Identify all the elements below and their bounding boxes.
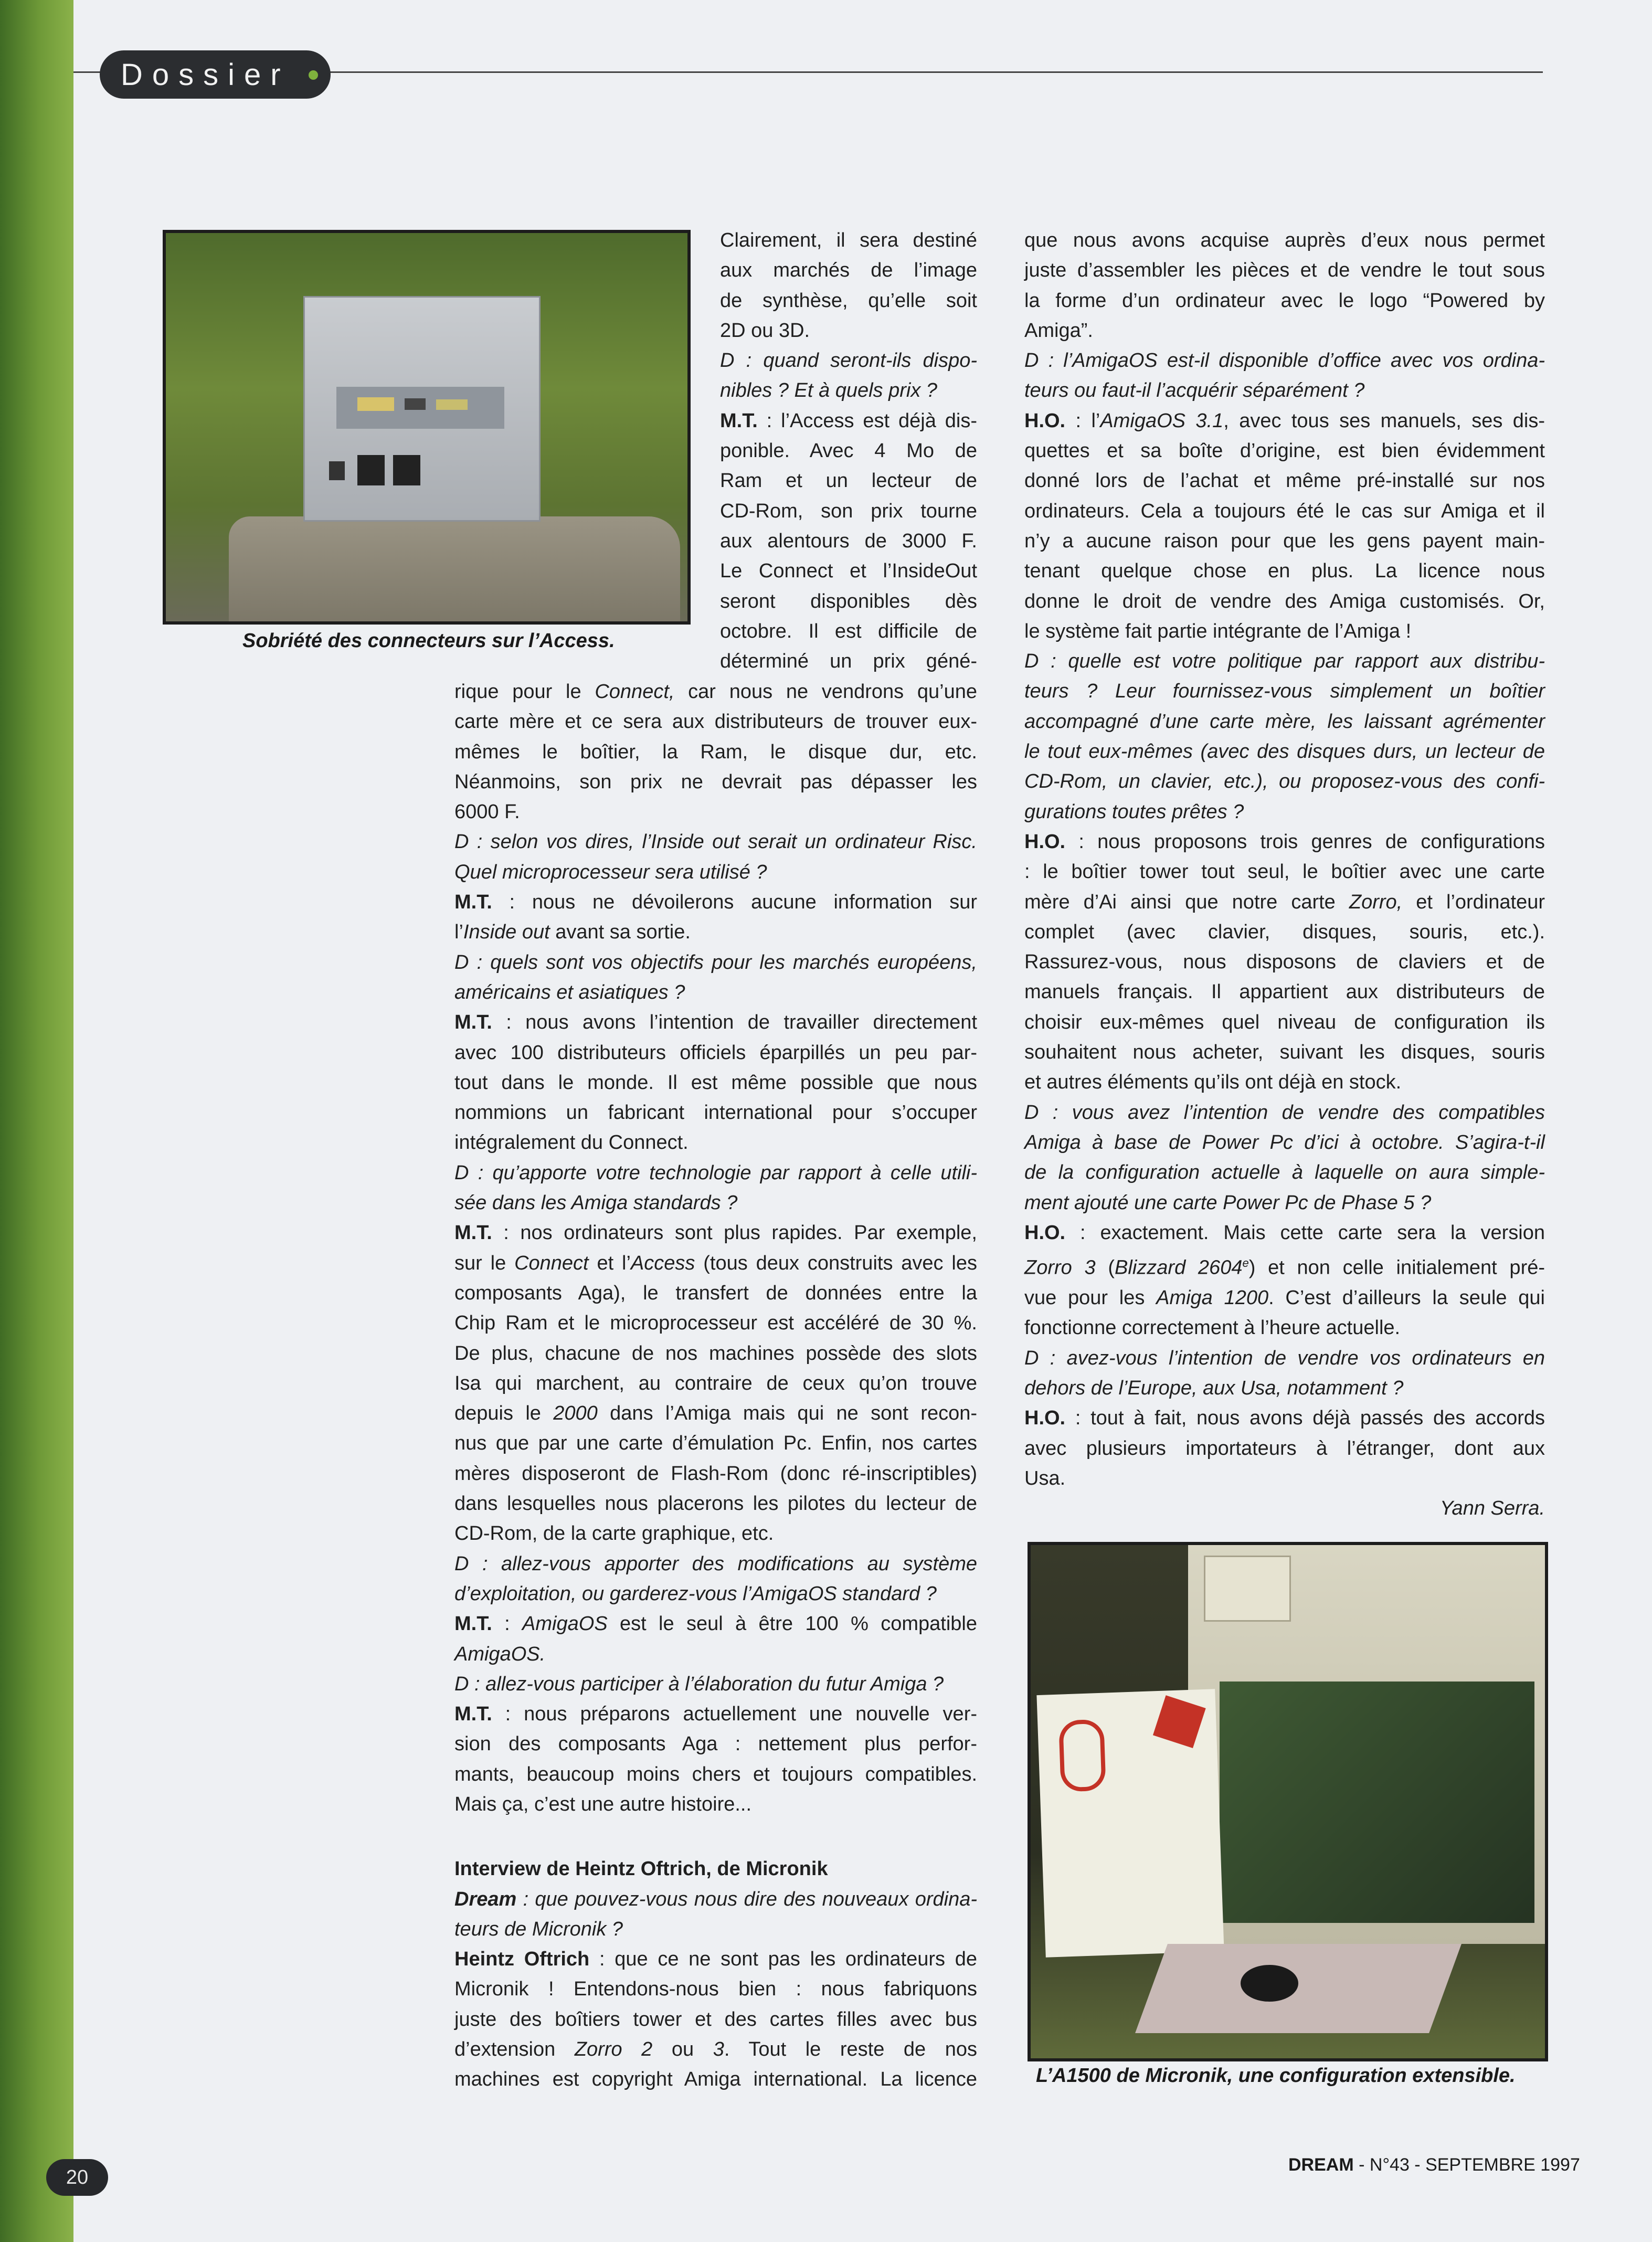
photo-a1500-computer [1028,1542,1548,2061]
column-left: rique pour le Connect, car nous ne vendrons qu’une carte mère et ce sera aux distributeurs de trouver eux- mêmes le boîtier, la Ram, le disque dur, etc. Néanmoins, son prix ne devrait pas dépasser les 6000 F. D : selon vos dires, l’Inside out serait un ordinateur Risc. Quel microprocesseur sera utilisé ? M.T. : nous ne dévoilerons aucune information sur l’Inside out avant sa sortie. D : quels sont vos objectifs pour les marchés européens, américains et asiatiques ? M.T. : nous avons l’intention de travailler directement avec 100 distributeurs officiels éparpillés un peu par- tout dans le monde. Il est même possible que nous nommions un fabricant international pour s’occuper intégralement du Connect. D : qu’apporte votre technologie par rapport à celle utili- sée dans les Amiga standards ? M.T. : nos ordinateurs sont plus rapides. Par exemple, sur le Connect et l’Access (tous deux construits avec les composants Aga), le transfert de données entre la Chip Ram et le microprocesseur est accéléré de 30 %. De plus, chacune de nos machines possède des slots Isa qui marchent, au contraire de ceux qu’on trouve depuis le 2000 dans l’Amiga mais qui ne sont recon- nus que par une carte d’émulation Pc. Enfin, nos cartes mères disposeront de Flash-Rom (donc ré-inscriptibles) dans lesquelles nous placerons les pilotes du lecteur de CD-Rom, de la carte graphique, etc. D : allez-vous apporter des modifications au système d’exploitation, ou garderez-vous l’AmigaOS standard ? M.T. : AmigaOS est le seul à être 100 % compatible AmigaOS. D : allez-vous participer à l’élaboration du futur Amiga ? M.T. : nous préparons actuellement une nouvelle ver- sion des composants Aga : nettement plus perfor- mants, beaucoup moins chers et toujours compatibles. Mais ça, c’est une autre histoire... Interview de Heintz Oftrich, de Micronik Dream : que pouvez-vous nous dire des nouveaux ordina- teurs de Micronik ? Heintz Oftrich : que ce ne sont pas les ordinateurs de Micronik ! Entendons-nous bien : nous fabriquons juste des boîtiers tower et des cartes filles avec bus d’extension Zorro 2 ou 3. Tout le reste de nos machines est copyright Amiga international. La licence [454,681,978,2091]
section-badge [100,50,331,99]
section-label: Dossier [121,57,290,92]
interview-heading: Interview de Heintz Oftrich, de Micronik [454,1858,828,1880]
photo-stone [229,516,680,625]
caption-a1500: L’A1500 de Micronik, une configuration extensible. [1036,2065,1516,2087]
photo-mouse [1241,1965,1298,2002]
issue-info: - N°43 - SEPTEMBRE 1997 [1353,2155,1580,2175]
footer-issue [1288,2155,1580,2175]
photo-access-computer [163,230,691,625]
photo-leaflet [1036,1689,1224,1958]
caption-access: Sobriété des connecteurs sur l’Access. [242,630,615,652]
bullet-dot-icon [309,70,318,80]
page-number: 20 [46,2159,108,2196]
author-signature: Yann Serra. [1440,1497,1545,1520]
column-right: que nous avons acquise auprès d’eux nous permet juste d’assembler les pièces et de vendre le tout sous la forme d’un ordinateur avec le logo “Powered by Amiga”. D : l’AmigaOS est-il disponible d’office avec vos ordina- teurs ou faut-il l’acquérir séparément ? H.O. : l’AmigaOS 3.1, avec tous ses manuels, ses dis- quettes et sa boîte d’origine, est bien évidemment donné lors de l’achat et même pré-installé sur nos ordinateurs. Cela a toujours été le cas sur Amiga et il n’y a aucune raison pour que les gens payent main- tenant quelque chose en plus. La licence nous donne le droit de vendre des Amiga customisés. Or, le système fait partie intégrante de l’Amiga ! D : quelle est votre politique par rapport aux distribu- teurs ? Leur fournissez-vous simplement un boîtier accompagné d’une carte mère, les laissant agrémenter le tout eux-mêmes (avec des disques durs, un lecteur de CD-Rom, un clavier, etc.), ou proposez-vous des confi- gurations toutes prêtes ? H.O. : nous proposons trois genres de configurations : le boîtier tower tout seul, le boîtier avec une carte mère d’Ai ainsi que notre carte Zorro, et l’ordinateur complet (avec clavier, disques, souris, etc.). Rassurez-vous, nous disposons de claviers et de manuels français. Il appartient aux distributeurs de choisir eux-mêmes quel niveau de configuration ils souhaitent nous acheter, suivant les disques, souris et autres éléments qu’ils ont déjà en stock. D : vous avez l’intention de vendre des compatibles Amiga à base de Power Pc d’ici à octobre. S’agira-t-il de la configuration actuelle à laquelle on aura simple- ment ajouté une carte Power Pc de Phase 5 ? H.O. : exactement. Mais cette carte sera la version Zorro 3 (Blizzard 2604e) et non celle initialement pré- vue pour les Amiga 1200. C’est d’ailleurs la seule qui fonctionne correctement à l’heure actuelle. D : avez-vous l’intention de vendre vos ordinateurs en dehors de l’Europe, aux Usa, notamment ? H.O. : tout à fait, nous avons déjà passés des accords avec plusieurs importateurs à l’étranger, dont aux Usa. Yann Serra. [1024,226,1545,1524]
column-narrow: Clairement, il sera destiné aux marchés de l’image de synthèse, qu’elle soit 2D ou 3D. D : quand seront-ils dispo- nibles ? Et à quels prix ? M.T. : l’Access est déjà dis- ponible. Avec 4 Mo de Ram et un lecteur de CD-Rom, son prix tourne aux alentours de 3000 F. Le Connect et l’InsideOut seront disponibles dès octobre. Il est difficile de déterminé un prix géné- [720,229,977,673]
magazine-name: DREAM [1288,2155,1354,2175]
green-margin-bar [0,0,73,2242]
photo-computer-box [303,296,541,522]
